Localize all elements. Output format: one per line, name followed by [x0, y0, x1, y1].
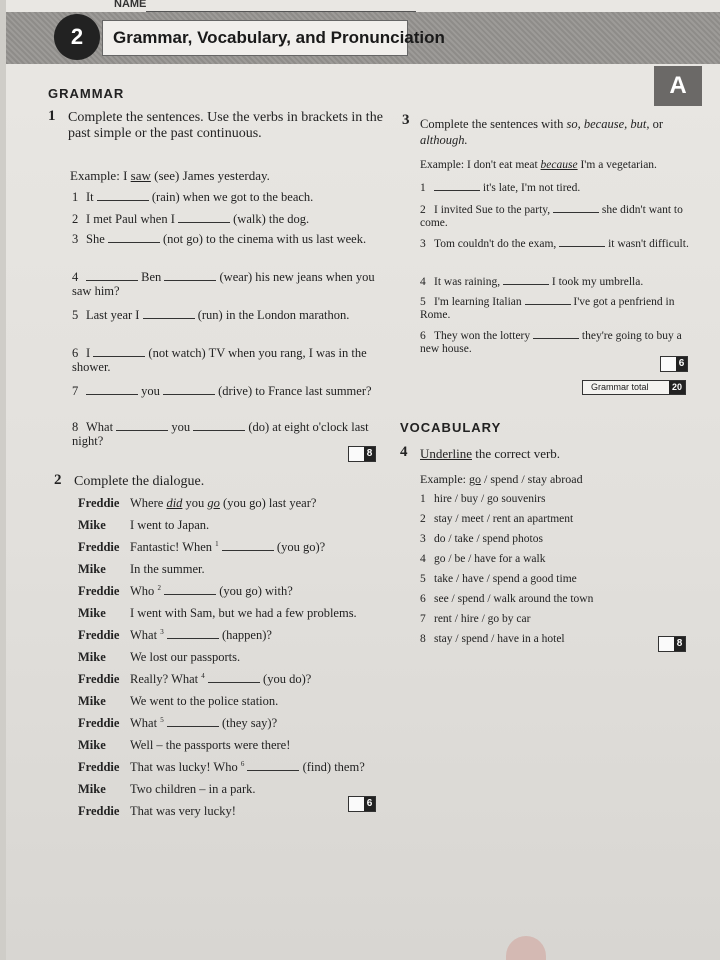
answer-blank[interactable] [164, 584, 216, 595]
ex3-score-total: 6 [676, 357, 687, 371]
dialogue-line-9: Freddie Really? What $^4$ (you do)? [78, 672, 312, 687]
dialogue-line-14: Mike Two children – in a park. [78, 782, 256, 796]
ex3-item-3: 3 Tom couldn't do the exam, it wasn't difficult. [420, 238, 689, 250]
dialogue-line-12: Mike Well – the passports were there! [78, 738, 291, 752]
worksheet-page [6, 0, 720, 960]
answer-blank[interactable] [222, 540, 274, 551]
answer-blank[interactable] [108, 232, 160, 243]
ex1-item-3: 3 She (not go) to the cinema with us last week. [72, 232, 367, 246]
dialogue-line-2: Mike I went to Japan. [78, 518, 210, 532]
answer-blank[interactable] [208, 672, 260, 683]
answer-blank[interactable] [533, 328, 579, 339]
name-label: NAME [114, 0, 147, 10]
answer-blank[interactable] [525, 294, 571, 305]
dialogue-line-3: Freddie Fantastic! When $^1$ (you go)? [78, 540, 326, 555]
dialogue-line-5: Freddie Who $^2$ (you go) with? [78, 584, 293, 599]
dialogue-line-11: Freddie What $^5$ (they say)? [78, 716, 278, 731]
answer-blank[interactable] [193, 420, 245, 431]
grammar-total-box[interactable] [582, 380, 686, 395]
ex3-item-6: 6 They won the lottery they're going to buy a new house. [420, 330, 682, 355]
ex1-item-6: 6 I (not watch) TV when you rang, I was in the shower. [72, 346, 367, 374]
ex2-instruction: Complete the dialogue. [74, 474, 205, 489]
dialogue-line-15: Freddie That was very lucky! [78, 804, 236, 818]
ex4-instruction: Underline the correct verb. [420, 446, 561, 461]
ex1-item-4: 4 Ben (wear) his new jeans when you saw him? [72, 270, 375, 298]
ex1-item-7: 7 you (drive) to France last summer? [72, 384, 372, 398]
unit-number-badge: 2 [54, 14, 100, 60]
answer-blank[interactable] [163, 384, 215, 395]
ex4-item-6[interactable]: 6 see / spend / walk around the town [420, 593, 594, 605]
grammar-total-label: Grammar total [591, 382, 649, 392]
answer-blank[interactable] [503, 274, 549, 285]
ex4-item-7[interactable]: 7 rent / hire / go by car [420, 613, 531, 625]
ex4-example: Example: go / spend / stay abroad [420, 472, 583, 486]
ex3-example: Example: I don't eat meat because I'm a vegetarian. [420, 159, 657, 171]
dialogue-line-1: Freddie Where did you go (you go) last year? [78, 496, 317, 510]
answer-blank[interactable] [434, 180, 480, 191]
vocabulary-heading: VOCABULARY [400, 420, 502, 435]
ex3-item-5: 5 I'm learning Italian I've got a penfriend in Rome. [420, 296, 675, 321]
dialogue-line-10: Mike We went to the police station. [78, 694, 279, 708]
ex1-score-box[interactable] [348, 446, 376, 462]
ex1-item-8: 8 What you (do) at eight o'clock last night? [72, 420, 369, 448]
ex2-score-total: 6 [364, 797, 375, 811]
ex4-item-5[interactable]: 5 take / have / spend a good time [420, 573, 577, 585]
ex4-item-2[interactable]: 2 stay / meet / rent an apartment [420, 513, 574, 525]
ex1-item-1: 1 It (rain) when we got to the beach. [72, 190, 314, 204]
ex2-number: 2 [54, 472, 62, 488]
answer-blank[interactable] [167, 716, 219, 727]
ex4-score-box[interactable] [658, 636, 686, 652]
dialogue-line-4: Mike In the summer. [78, 562, 205, 576]
grammar-heading: GRAMMAR [48, 86, 125, 101]
ex1-score-total: 8 [364, 447, 375, 461]
ex4-item-8[interactable]: 8 stay / spend / have in a hotel [420, 633, 565, 645]
answer-blank[interactable] [93, 346, 145, 357]
answer-blank[interactable] [164, 270, 216, 281]
answer-blank[interactable] [143, 308, 195, 319]
ex3-item-4: 4 It was raining, I took my umbrella. [420, 276, 644, 288]
answer-blank[interactable] [178, 212, 230, 223]
answer-blank[interactable] [559, 236, 605, 247]
answer-blank[interactable] [553, 202, 599, 213]
ex4-score-total: 8 [674, 637, 685, 651]
ex4-item-1[interactable]: 1 hire / buy / go souvenirs [420, 493, 546, 505]
ex1-instruction: Complete the sentences. Use the verbs in brackets in the past simple or the past continuous. [68, 110, 383, 141]
dialogue-line-6: Mike I went with Sam, but we had a few problems. [78, 606, 357, 620]
thumb-edge [506, 936, 546, 960]
answer-blank[interactable] [116, 420, 168, 431]
answer-blank[interactable] [247, 760, 299, 771]
dialogue-line-13: Freddie That was lucky! Who $^6$ (find) them? [78, 760, 365, 775]
ex4-item-3[interactable]: 3 do / take / spend photos [420, 533, 543, 545]
ex1-item-5: 5 Last year I (run) in the London marathon. [72, 308, 350, 322]
ex4-item-4[interactable]: 4 go / be / have for a walk [420, 553, 546, 565]
ex1-example: Example: I saw (see) James yesterday. [70, 168, 270, 183]
grammar-total-value: 20 [669, 381, 685, 394]
answer-blank[interactable] [86, 270, 138, 281]
ex3-score-box[interactable] [660, 356, 688, 372]
ex1-item-2: 2 I met Paul when I (walk) the dog. [72, 212, 310, 226]
ex2-score-box[interactable] [348, 796, 376, 812]
ex3-number: 3 [402, 112, 410, 128]
ex3-item-2: 2 I invited Sue to the party, she didn't want to come. [420, 204, 683, 229]
answer-blank[interactable] [97, 190, 149, 201]
answer-blank[interactable] [86, 384, 138, 395]
answer-blank[interactable] [167, 628, 219, 639]
ex3-instruction: Complete the sentences with so, because, but, or although. [420, 117, 664, 147]
unit-title: Grammar, Vocabulary, and Pronunciation [102, 20, 408, 56]
ex3-item-1: 1 it's late, I'm not tired. [420, 182, 581, 194]
test-version-letter: A [654, 66, 702, 106]
dialogue-line-8: Mike We lost our passports. [78, 650, 241, 664]
ex4-number: 4 [400, 444, 408, 460]
dialogue-line-7: Freddie What $^3$ (happen)? [78, 628, 272, 643]
ex1-number: 1 [48, 108, 56, 124]
